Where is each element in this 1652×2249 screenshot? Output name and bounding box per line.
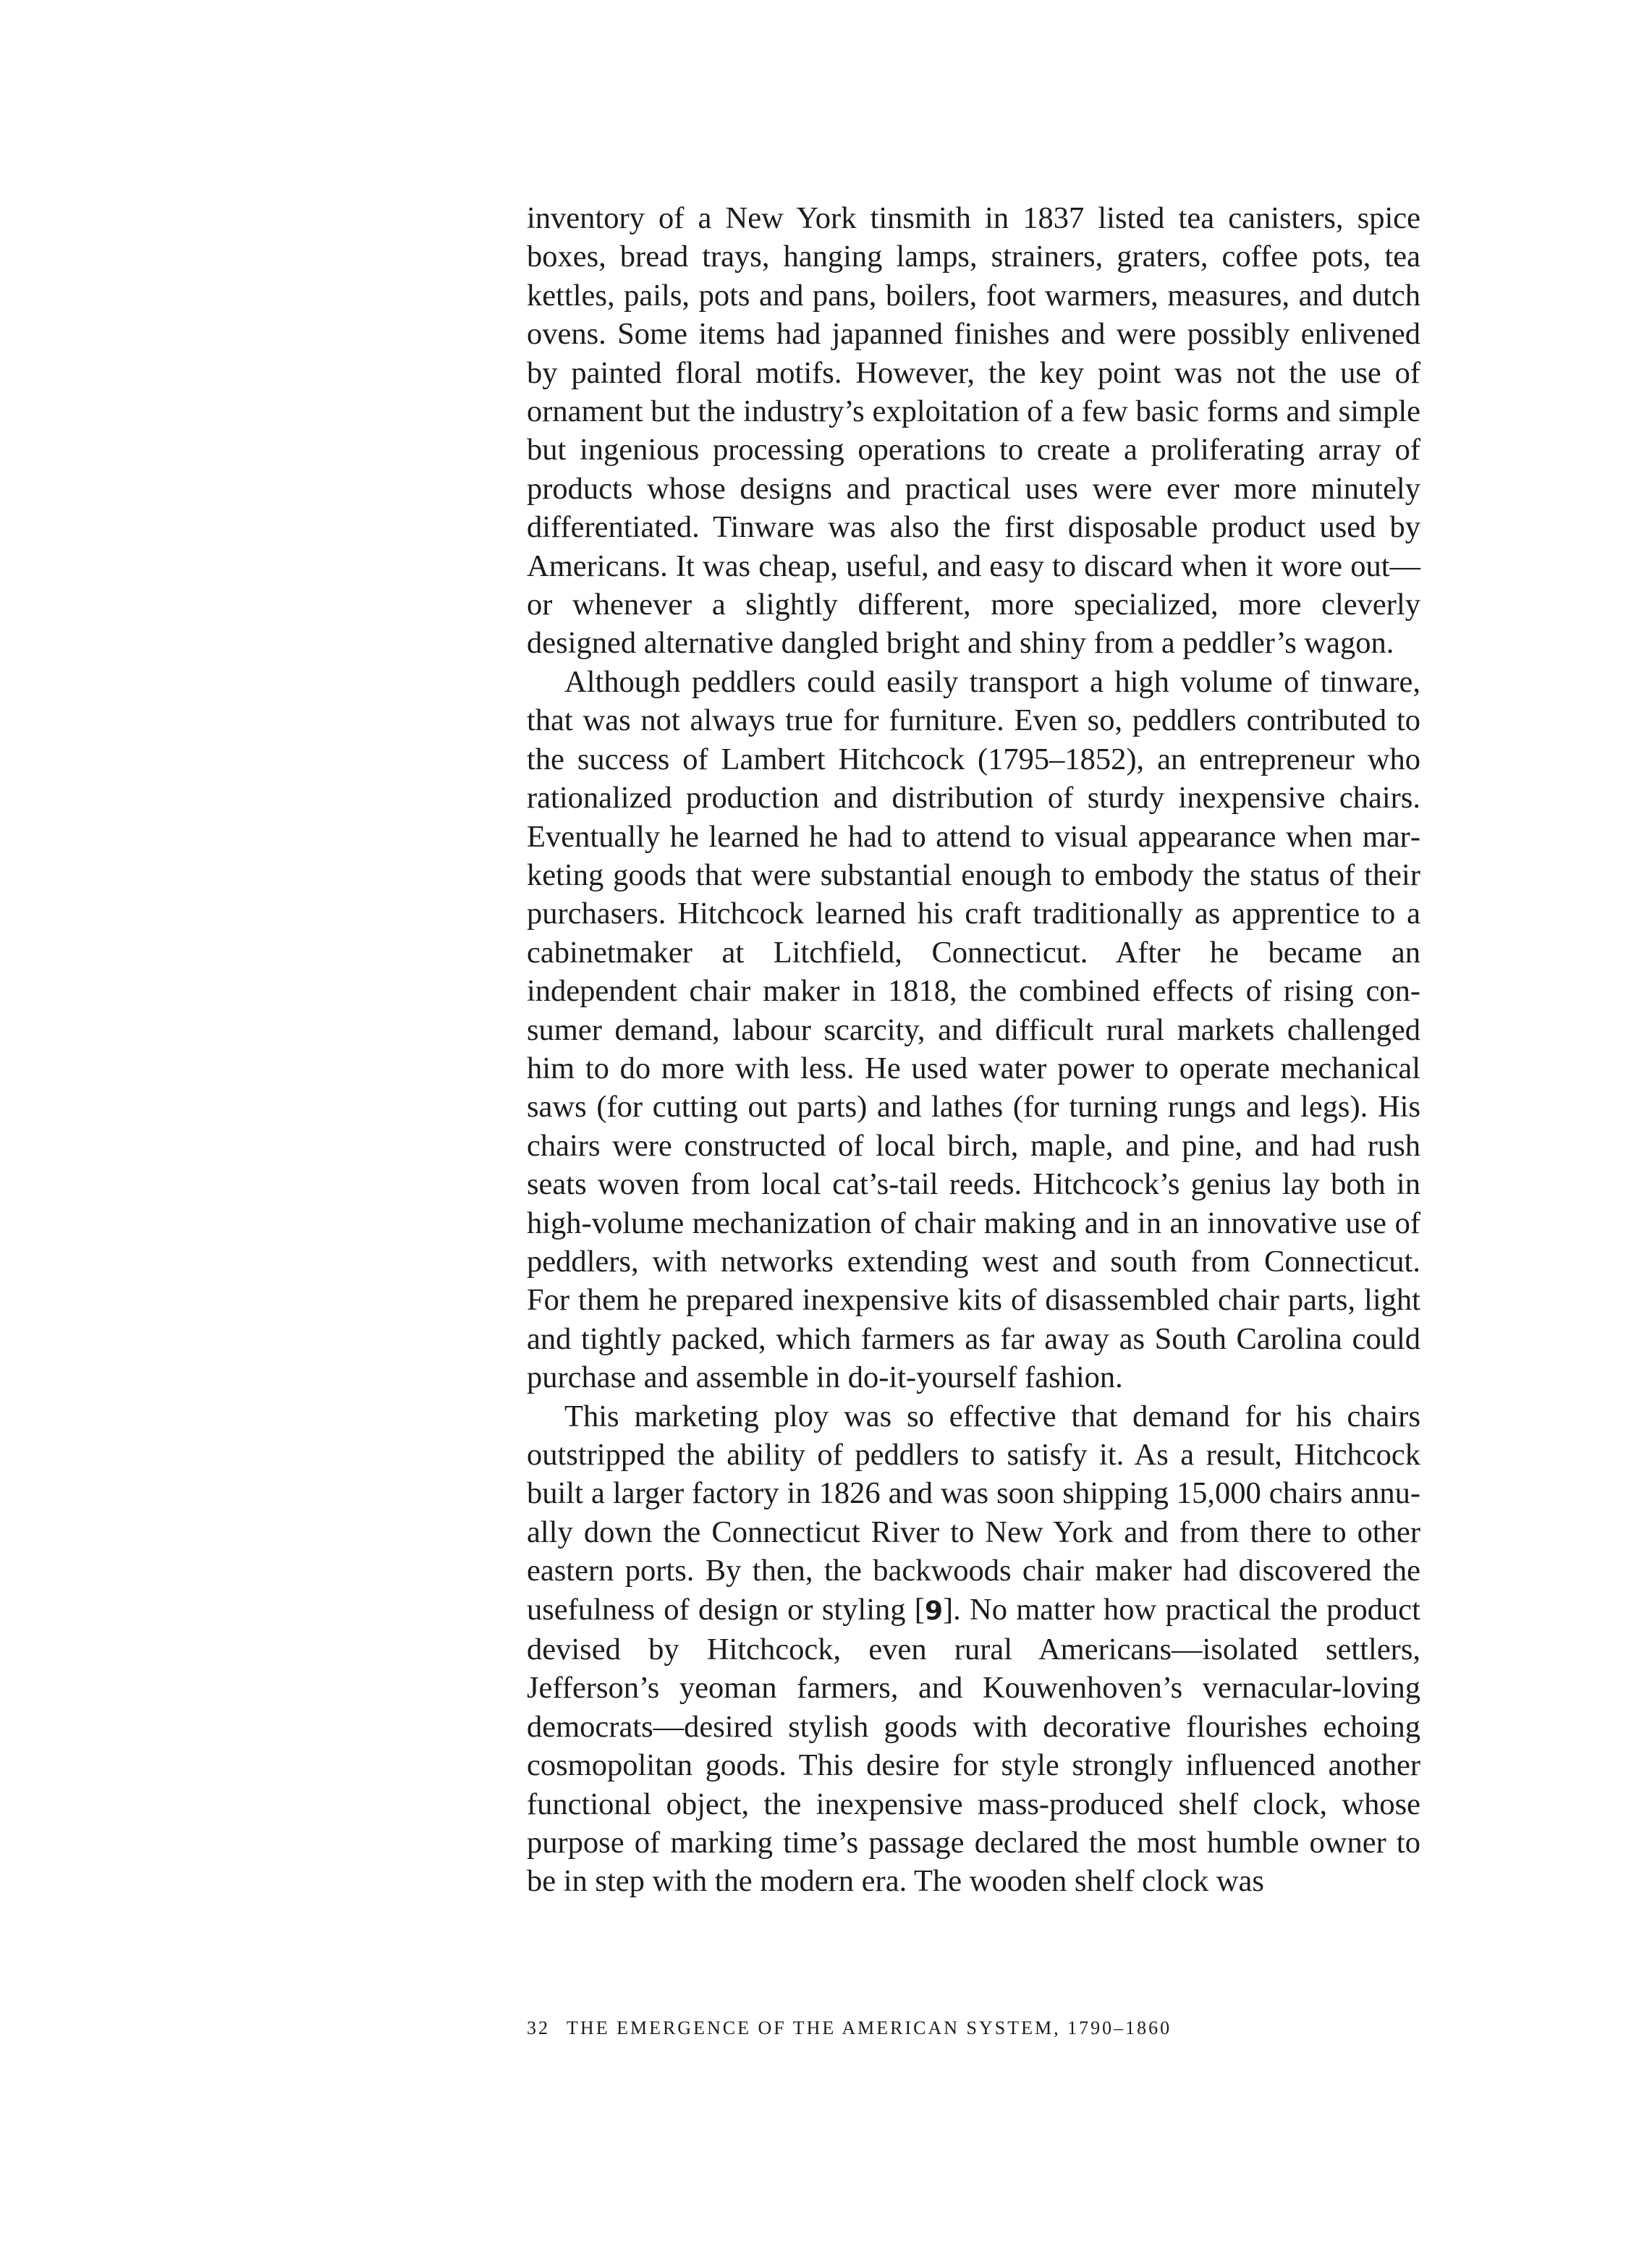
paragraph-marketing-text-after: ]. No matter how practical the product devised by Hitchcock, even rural Americans—isolated settlers, Jefferson’s yeoman farmers, and Kouwenhoven’s vernacular-loving democrats—desired stylish goods with decorative flourishes echoing cosmopolitan goods. This desire for style strongly influenced another functional object, the inexpensive mass-produced shelf clock, whose purpose of marking time’s passage declared the most humble owner to be in step with the modern era. The wooden shelf clock was [527, 1592, 1420, 1899]
paragraph-marketing [527, 1397, 1420, 1901]
running-title: THE EMERGENCE OF THE AMERICAN SYSTEM, 1790–1860 [567, 2017, 1172, 2038]
paragraph-marketing-text-before: This marketing ploy was so effective that demand for his chairs outstripped the ability of peddlers to satisfy it. As a result, Hitchcock built a larger factory in 1826 and was soon shipping 15,000 chairs annually down the Connecticut River to New York and from there to other eastern ports. By then, the backwoods chair maker had discovered the usefulness of design or styling [ [527, 1399, 1420, 1627]
body-text [527, 199, 1420, 1901]
paragraph-hitchcock: Although peddlers could easily transport a high volume of tinware, that was not always true for furniture. Even so, peddlers contributed to the success of Lambert Hitchcock (1795–1852), an entrepreneur who rationalized production and distribution of sturdy inexpensive chairs. Eventually he learned he had to attend to visual appearance when marketing goods that were substantial enough to embody the status of their purchasers. Hitchcock learned his craft traditionally as apprentice to a cabinetmaker at Litchfield, Connecticut. After he became an independent chair maker in 1818, the combined effects of rising consumer demand, labour scarcity, and difficult rural markets challenged him to do more with less. He used water power to operate mechanical saws (for cutting out parts) and lathes (for turning rungs and legs). His chairs were constructed of local birch, maple, and pine, and had rush seats woven from local cat’s-tail reeds. Hitchcock’s genius lay both in high-volume mechanization of chair making and in an innovative use of peddlers, with networks extending west and south from Connecticut. For them he prepared inexpensive kits of disassembled chair parts, light and tightly packed, which farmers as far away as South Carolina could purchase and assemble in do-it-yourself fashion. [527, 664, 1420, 1395]
figure-reference: 9 [924, 1596, 943, 1626]
running-footer [527, 2017, 1172, 2039]
paragraph-tinware: inventory of a New York tinsmith in 1837 listed tea canisters, spice boxes, bread trays, hanging lamps, strainers, graters, coffee pots, tea kettles, pails, pots and pans, boilers, foot warmers, measures, and dutch ovens. Some items had japanned finishes and were possibly enlivened by painted floral motifs. However, the key point was not the use of ornament but the industry’s exploitation of a few basic forms and simple but ingenious processing operations to create a proliferating array of products whose designs and practical uses were ever more minutely differentiated. Tinware was also the first disposable product used by Americans. It was cheap, useful, and easy to discard when it wore out—or whenever a slightly different, more specialized, more cleverly designed alternative dangled bright and shiny from a peddler’s wagon. [527, 201, 1420, 661]
page-number: 32 [527, 2017, 550, 2038]
